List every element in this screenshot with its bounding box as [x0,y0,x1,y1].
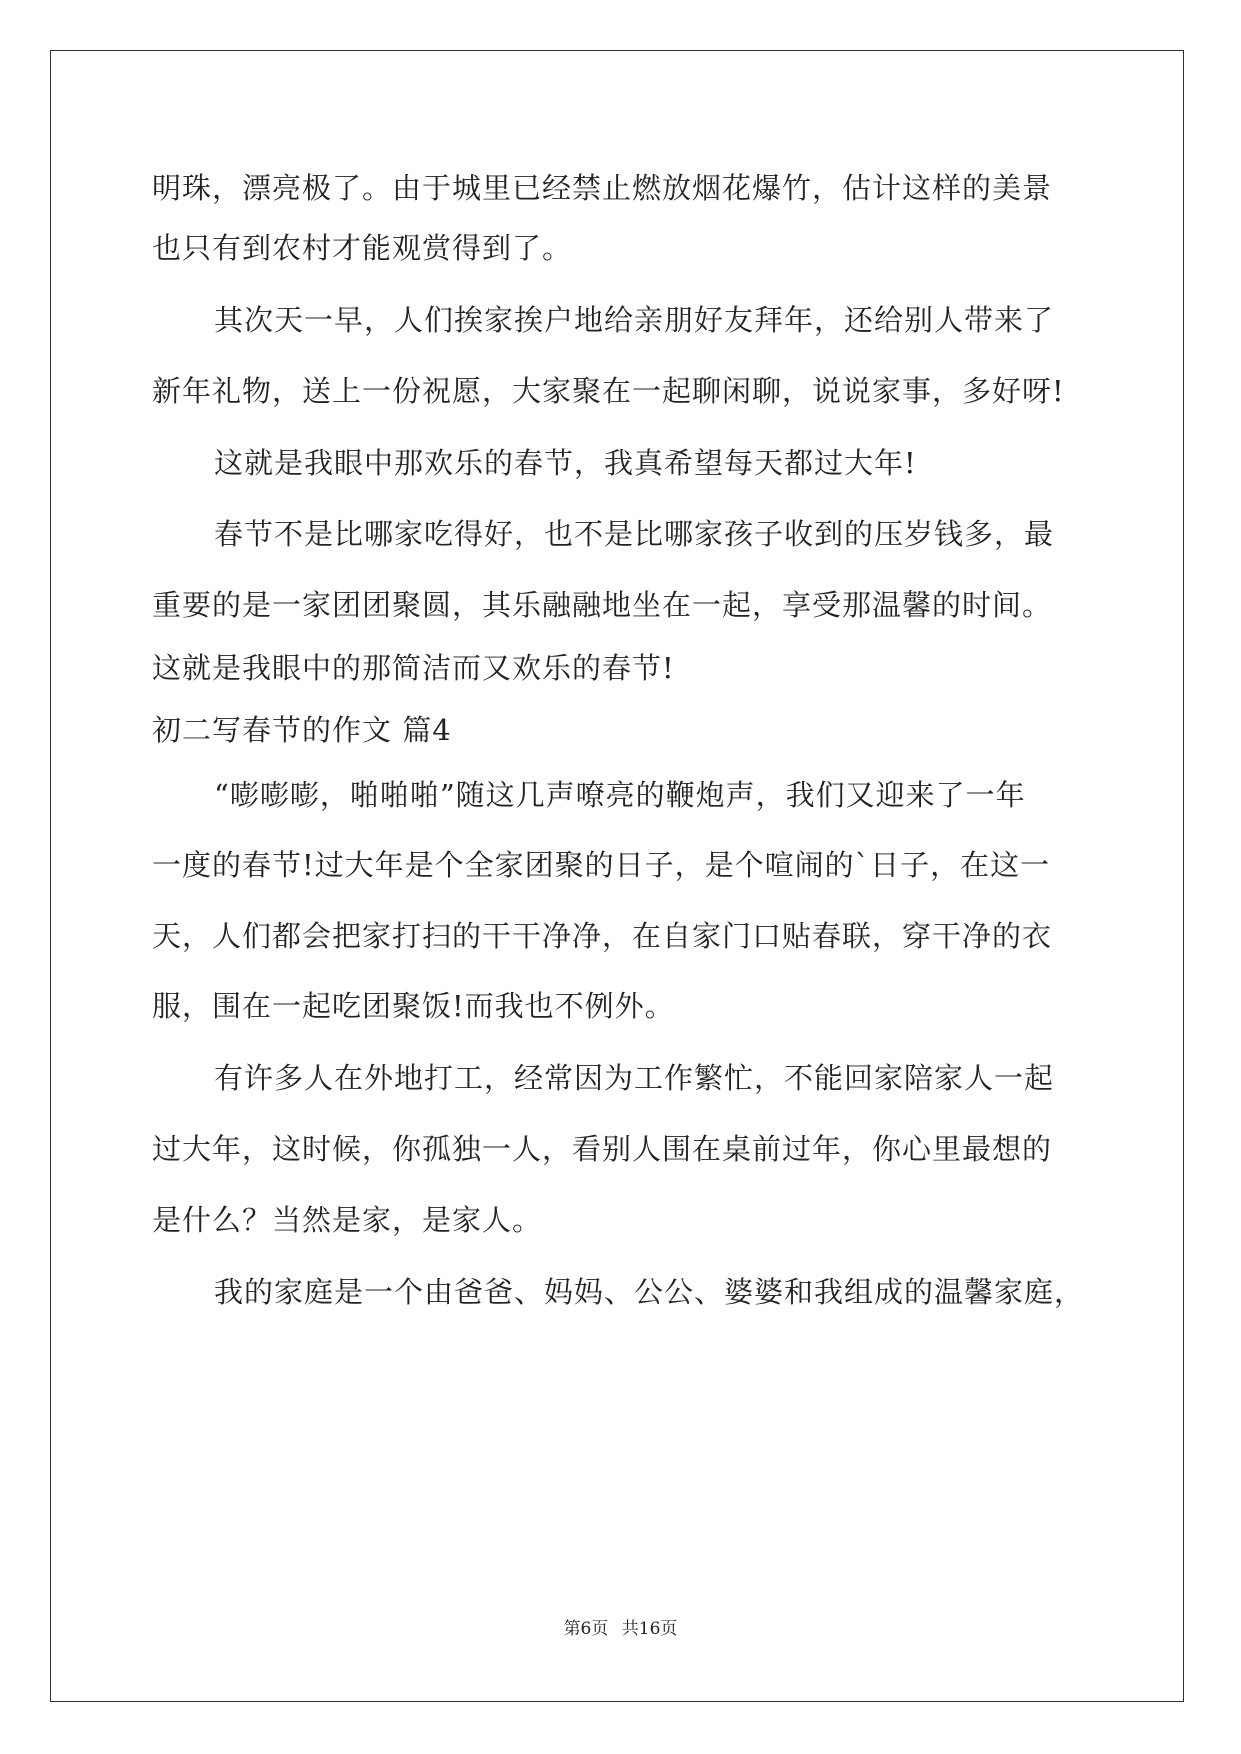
text-line: 天，人们都会把家打扫的干干净净，在自家门口贴春联，穿干净的衣 [152,919,1053,953]
text-line: 这就是我眼中那欢乐的春节，我真希望每天都过大年! [214,446,917,480]
text-line: 过大年，这时候，你孤独一人，看别人围在桌前过年，你心里最想的 [152,1132,1053,1166]
text-line: 新年礼物，送上一份祝愿，大家聚在一起聊闲聊，说说家事，多好呀! [152,374,1065,408]
page-footer [0,1617,1241,1641]
section-heading: 初二写春节的作文 篇4 [152,713,452,747]
text-line: 其次天一早，人们挨家挨户地给亲朋好友拜年，还给别人带来了 [214,303,1055,337]
text-line: 这就是我眼中的那简洁而又欢乐的春节! [152,651,675,685]
text-line: 一度的春节!过大年是个全家团聚的日子，是个喧闹的`日子，在这一 [152,848,1051,882]
text-line: “嘭嘭嘭，啪啪啪”随这几声嘹亮的鞭炮声，我们又迎来了一年 [214,778,1026,812]
text-line: 服，围在一起吃团聚饭!而我也不例外。 [152,989,675,1023]
text-line: 我的家庭是一个由爸爸、妈妈、公公、婆婆和我组成的温馨家庭， [214,1275,1085,1309]
page-total: 共16页 [621,1619,678,1639]
text-line: 重要的是一家团团聚圆，其乐融融地坐在一起，享受那温馨的时间。 [152,588,1053,622]
text-line: 是什么？当然是家，是家人。 [152,1203,543,1237]
text-line: 明珠，漂亮极了。由于城里已经禁止燃放烟花爆竹，估计这样的美景 [152,171,1053,205]
text-line: 有许多人在外地打工，经常因为工作繁忙，不能回家陪家人一起 [214,1061,1055,1095]
text-line: 也只有到农村才能观赏得到了。 [152,231,573,265]
text-line: 春节不是比哪家吃得好，也不是比哪家孩子收到的压岁钱多，最 [214,517,1055,551]
page-number: 第6页 [563,1619,609,1639]
